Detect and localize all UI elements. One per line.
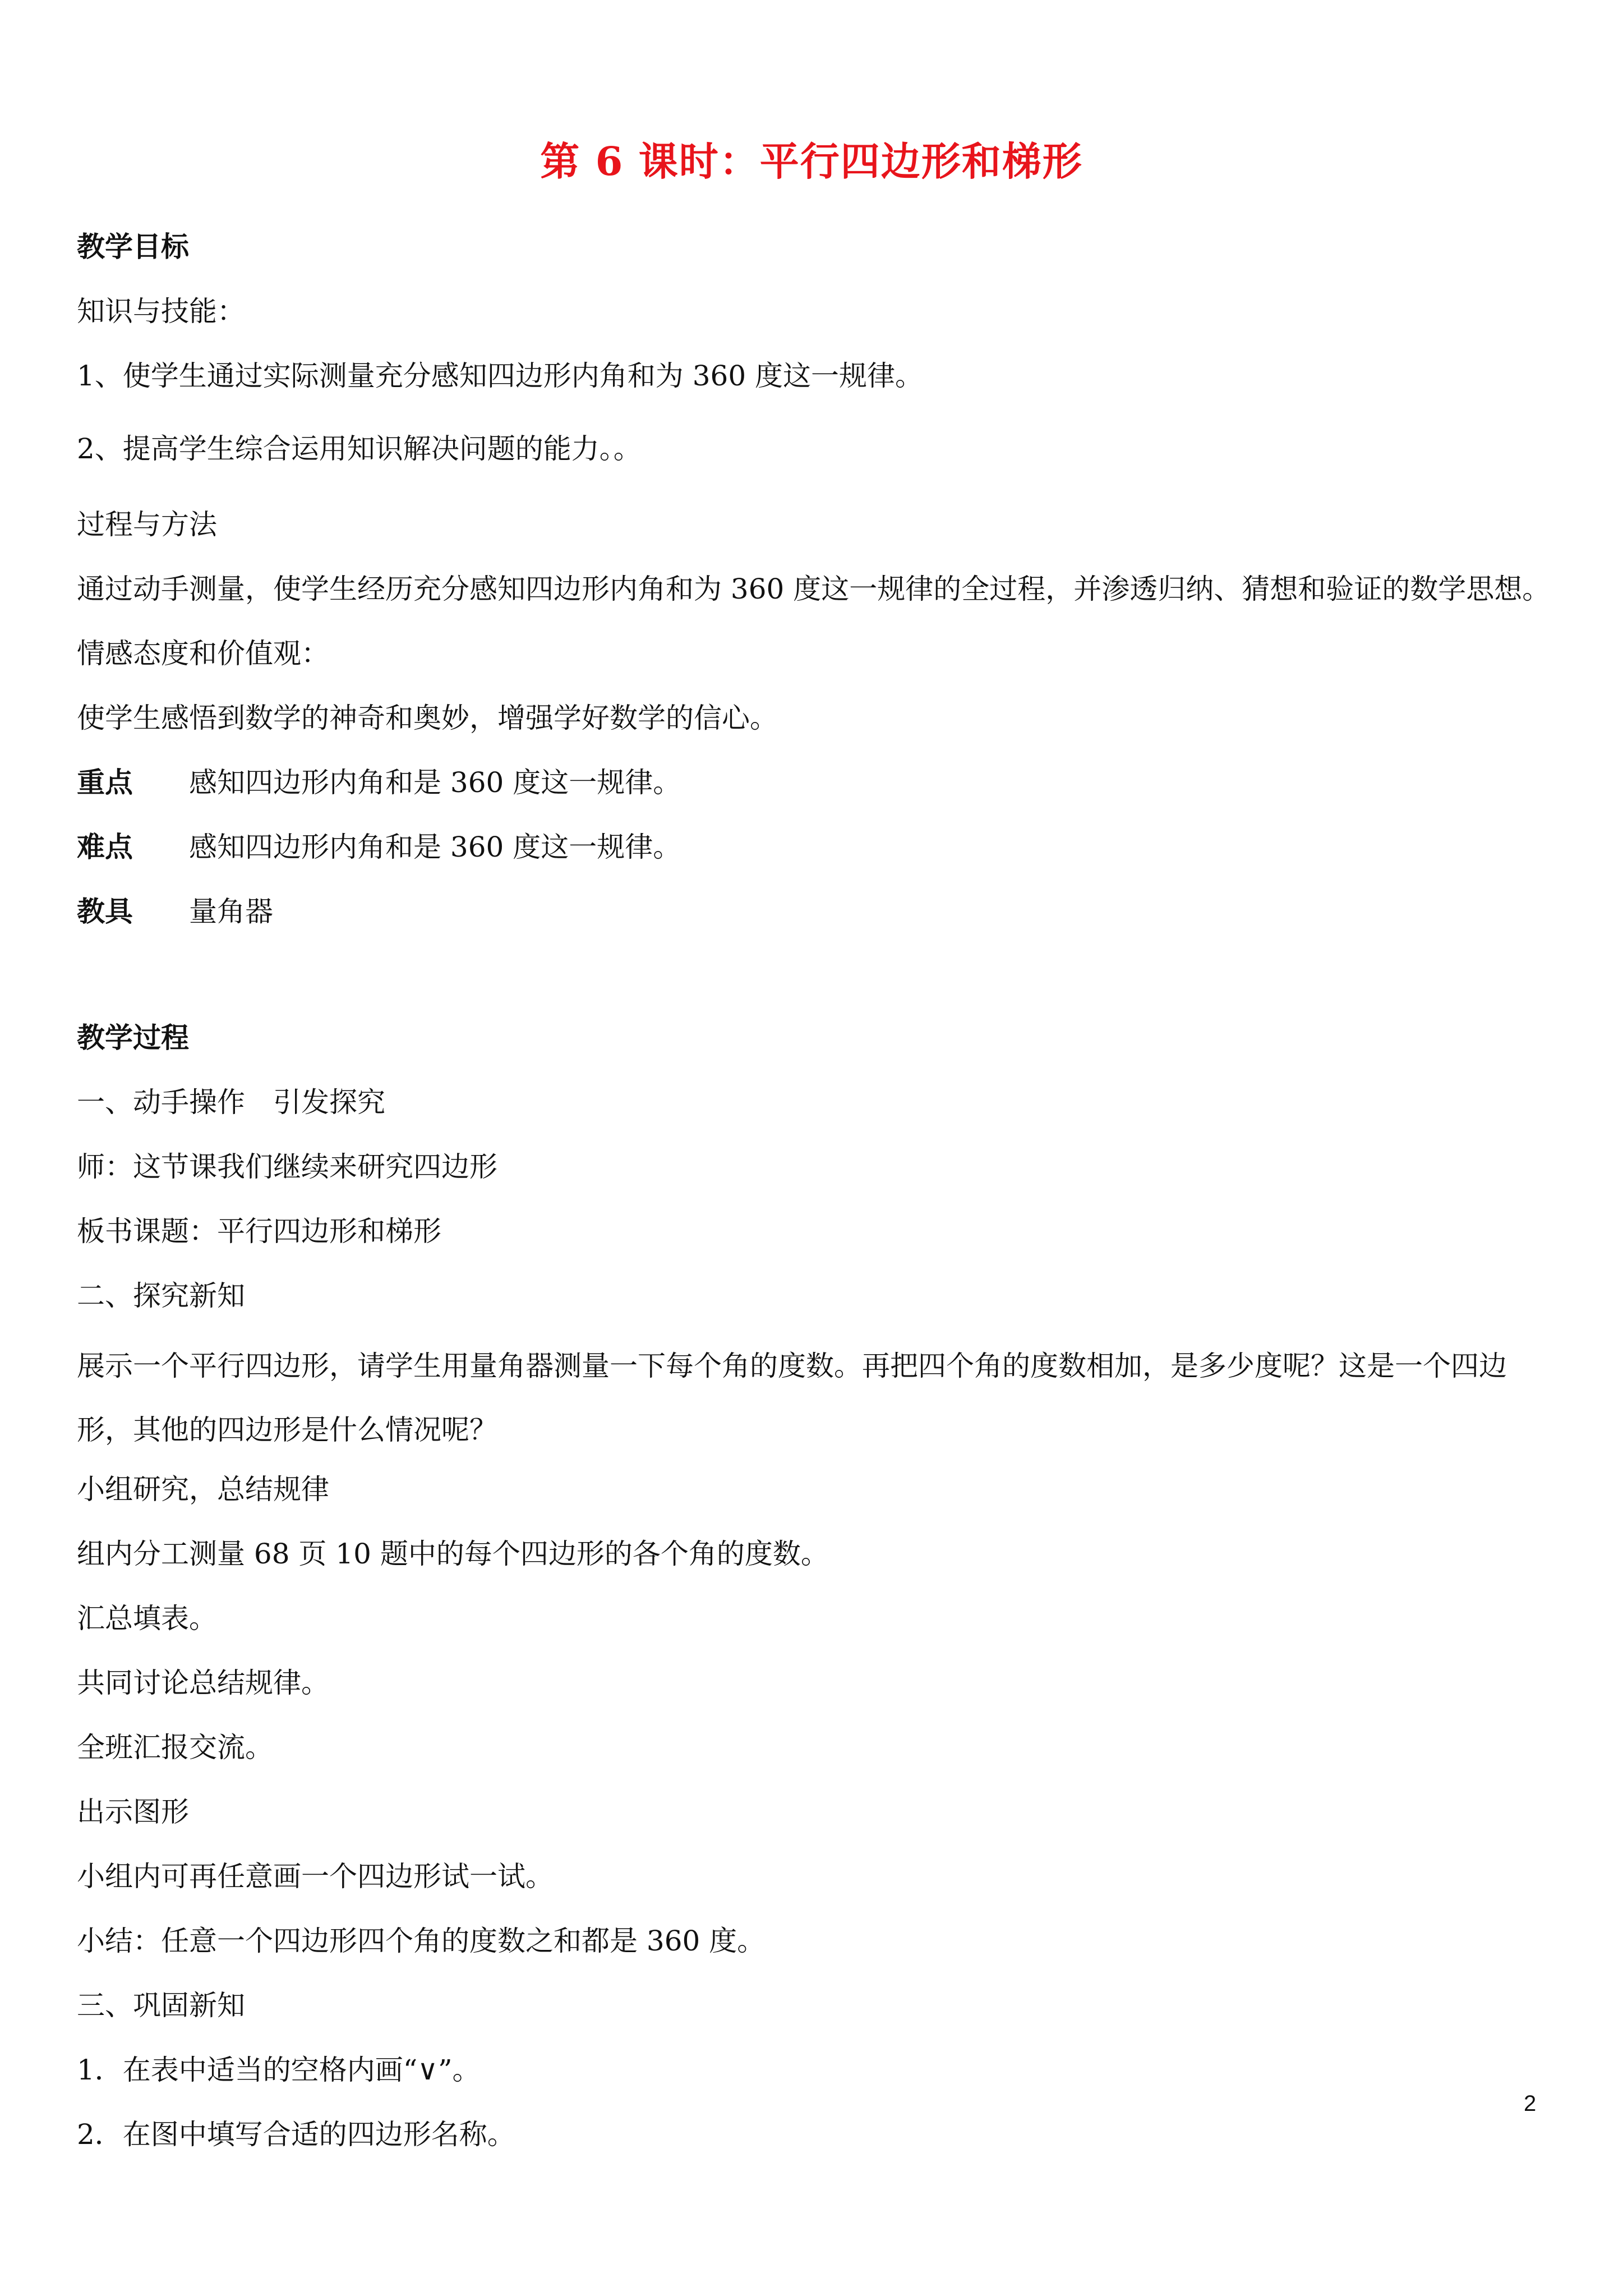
exercise-item-2: 2．在图中填写合适的四边形名称。 (77, 2118, 515, 2151)
process-line: 三、巩固新知 (77, 1989, 245, 2022)
explore-paragraph: 展示一个平行四边形，请学生用量角器测量一下每个角的度数。再把四个角的度数相加，是多少度呢？这是一个四边形，其他的四边形是什么情况呢？ (77, 1350, 1507, 1446)
exercise-item-1: 1．在表中适当的空格内画“∨”。 (77, 2054, 481, 2086)
page-title: 第 6 课时：平行四边形和梯形 (540, 138, 1083, 185)
difficulty-value: 感知四边形内角和是 360 度这一规律。 (189, 831, 681, 863)
process-line: 小结：任意一个四边形四个角的度数之和都是 360 度。 (77, 1925, 766, 1957)
process-line: 共同讨论总结规律。 (77, 1667, 329, 1699)
process-line: 师：这节课我们继续来研究四边形 (77, 1151, 497, 1183)
process-line: 一、动手操作 引发探究 (77, 1086, 385, 1119)
knowledge-label: 知识与技能： (77, 295, 245, 328)
emotion-label: 情感态度和价值观： (77, 637, 329, 670)
process-method-text: 通过动手测量，使学生经历充分感知四边形内角和为 360 度这一规律的全过程，并渗透归纳、猜想和验证的数学思想。 (77, 573, 1551, 605)
process-line: 小组内可再任意画一个四边形试一试。 (77, 1860, 554, 1893)
teaching-aids-value: 量角器 (189, 895, 273, 928)
difficulty-row (77, 827, 681, 867)
process-line: 全班汇报交流。 (77, 1731, 273, 1764)
process-line: 板书课题：平行四边形和梯形 (77, 1215, 441, 1248)
objectives-heading: 教学目标 (77, 231, 189, 263)
knowledge-item-2: 2、提高学生综合运用知识解决问题的能力。。 (77, 432, 642, 465)
key-point-value: 感知四边形内角和是 360 度这一规律。 (189, 766, 681, 799)
knowledge-item-1: 1、使学生通过实际测量充分感知四边形内角和为 360 度这一规律。 (77, 360, 924, 392)
page-number: 2 (1524, 2091, 1537, 2116)
teaching-aids-label: 教具 (77, 895, 133, 928)
process-method-label: 过程与方法 (77, 508, 217, 541)
difficulty-label: 难点 (77, 831, 133, 863)
emotion-text: 使学生感悟到数学的神奇和奥妙，增强学好数学的信心。 (77, 702, 778, 734)
process-line: 汇总填表。 (77, 1602, 217, 1635)
key-point-label: 重点 (77, 766, 133, 799)
process-line: 二、探究新知 (77, 1280, 245, 1312)
teaching-aids-row (77, 892, 273, 931)
key-point-row (77, 763, 681, 802)
process-line: 组内分工测量 68 页 10 题中的每个四边形的各个角的度数。 (77, 1538, 829, 1570)
process-heading: 教学过程 (77, 1022, 189, 1054)
process-line: 出示图形 (77, 1796, 189, 1828)
process-line: 小组研究，总结规律 (77, 1473, 329, 1506)
